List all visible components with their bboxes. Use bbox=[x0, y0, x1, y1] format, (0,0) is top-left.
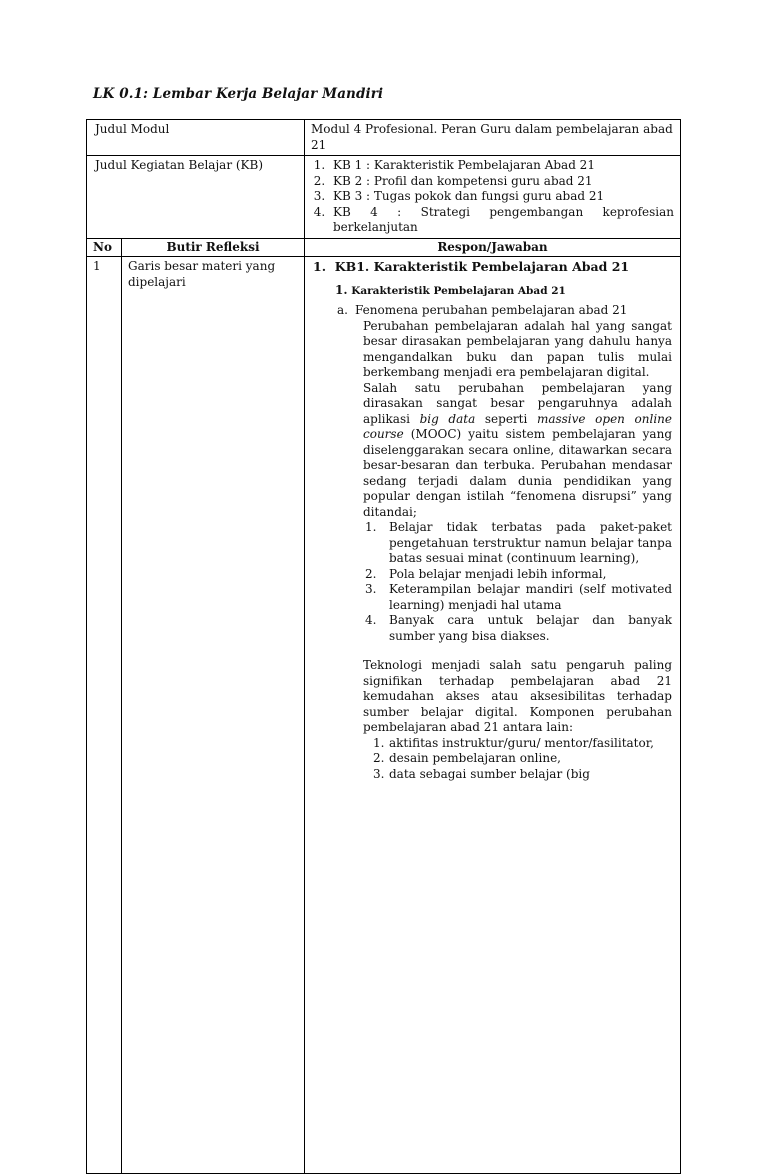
kb1-heading bbox=[313, 259, 676, 275]
kb-list bbox=[311, 158, 674, 236]
list-item-text: desain pembelajaran online, bbox=[389, 751, 561, 765]
kb-label: Judul Kegiatan Belajar (KB) bbox=[87, 156, 305, 239]
list-item: 3. data sebagai sumber belajar (big bbox=[373, 766, 590, 781]
kb1-number: 1. bbox=[313, 259, 327, 274]
kb-row bbox=[87, 156, 681, 239]
modul-label: Judul Modul bbox=[87, 120, 305, 156]
modul-value: Modul 4 Profesional. Peran Guru dalam pembelajaran abad 21 bbox=[305, 120, 681, 156]
worksheet-table bbox=[86, 119, 681, 1174]
list-item: 1. Belajar tidak terbatas pada paket-paket pengetahuan terstruktur namun belajar tanpa batas sesuai minat (continuum learning), bbox=[365, 520, 672, 565]
list-item-text: data sebagai sumber belajar (big bbox=[389, 766, 590, 781]
modul-row bbox=[87, 120, 681, 156]
list-item-text: aktifitas instruktur/guru/ mentor/fasilitator, bbox=[389, 735, 654, 750]
row-no: 1 bbox=[87, 257, 122, 1174]
list-item: 2. Pola belajar menjadi lebih informal, bbox=[365, 566, 607, 581]
list-item: 2. desain pembelajaran online, bbox=[373, 751, 561, 765]
paragraph-1: Perubahan pembelajaran adalah hal yang sangat besar dirasakan pembelajaran yang dahulu hanya mengandalkan buku dan papan tulis mulai berkembang menjadi era pembelajaran digital. bbox=[363, 318, 672, 379]
paragraph-2-part: (MOOC) yaitu sistem pembelajaran yang diselenggarakan secara online, ditawarkan secara besar-besaran dan terbuka. Perubahan mendasar sedang terjadi dalam dunia pendidikan yang popular dengan istilah “fenomena disrupsi” yang ditandai; bbox=[363, 427, 672, 519]
section-heading bbox=[335, 283, 676, 300]
disruption-list bbox=[363, 520, 672, 644]
list-item-text: Keterampilan belajar mandiri (self motivated learning) menjadi hal utama bbox=[389, 582, 672, 612]
section-title: Karakteristik Pembelajaran Abad 21 bbox=[351, 284, 566, 297]
kb-item: 2. KB 2 : Profil dan kompetensi guru abad 21 bbox=[329, 174, 674, 190]
term-big-data: big data bbox=[419, 411, 476, 426]
item-a-title: Fenomena perubahan pembelajaran abad 21 bbox=[355, 303, 628, 317]
section-number: 1. bbox=[335, 282, 348, 297]
paragraph-2-part: seperti bbox=[475, 411, 537, 426]
term-mooc: massive open online course bbox=[363, 411, 672, 441]
component-list bbox=[363, 736, 672, 783]
kb-item: 4. KB 4 : Strategi pengembangan keprofesian berkelanjutan bbox=[329, 205, 674, 236]
item-a bbox=[337, 303, 676, 319]
kb1-title: KB1. Karakteristik Pembelajaran Abad 21 bbox=[334, 259, 630, 274]
header-butir: Butir Refleksi bbox=[122, 238, 305, 257]
item-a-marker: a. bbox=[337, 303, 348, 317]
paragraph-2-part: Salah satu perubahan pembelajaran yang dirasakan sangat besar pengaruhnya adalah aplikasi bbox=[363, 380, 672, 426]
row-respon bbox=[305, 257, 681, 1174]
kb-item: 3. KB 3 : Tugas pokok dan fungsi guru abad 21 bbox=[329, 189, 674, 205]
header-respon: Respon/Jawaban bbox=[305, 238, 681, 257]
list-item-text: Pola belajar menjadi lebih informal, bbox=[389, 566, 607, 581]
table-header-row bbox=[87, 238, 681, 257]
list-item: 1. aktifitas instruktur/guru/ mentor/fasilitator, bbox=[373, 735, 654, 750]
table-row bbox=[87, 257, 681, 1174]
header-no: No bbox=[87, 238, 122, 257]
page-title: LK 0.1: Lembar Kerja Belajar Mandiri bbox=[93, 86, 384, 102]
paragraph-3: Teknologi menjadi salah satu pengaruh paling signifikan terhadap pembelajaran abad 21 kemudahan akses atau aksesibilitas terhadap sumber belajar digital. Komponen perubahan pembelajaran abad 21 antara lain: bbox=[363, 658, 672, 734]
row-butir: Garis besar materi yang dipelajari bbox=[122, 257, 305, 1174]
list-item: 3. Keterampilan belajar mandiri (self motivated learning) menjadi hal utama bbox=[365, 582, 672, 612]
list-item-text: Belajar tidak terbatas pada paket-paket pengetahuan terstruktur namun belajar tanpa batas sesuai minat (continuum learning), bbox=[389, 520, 672, 565]
response-content bbox=[313, 257, 676, 1173]
list-item-text: Banyak cara untuk belajar dan banyak sumber yang bisa diakses. bbox=[389, 613, 672, 643]
kb-item: 1. KB 1 : Karakteristik Pembelajaran Abad 21 bbox=[329, 158, 674, 174]
list-item: 4. Banyak cara untuk belajar dan banyak sumber yang bisa diakses. bbox=[365, 613, 672, 643]
paragraph-2 bbox=[363, 381, 672, 521]
kb-list-cell bbox=[305, 156, 681, 239]
